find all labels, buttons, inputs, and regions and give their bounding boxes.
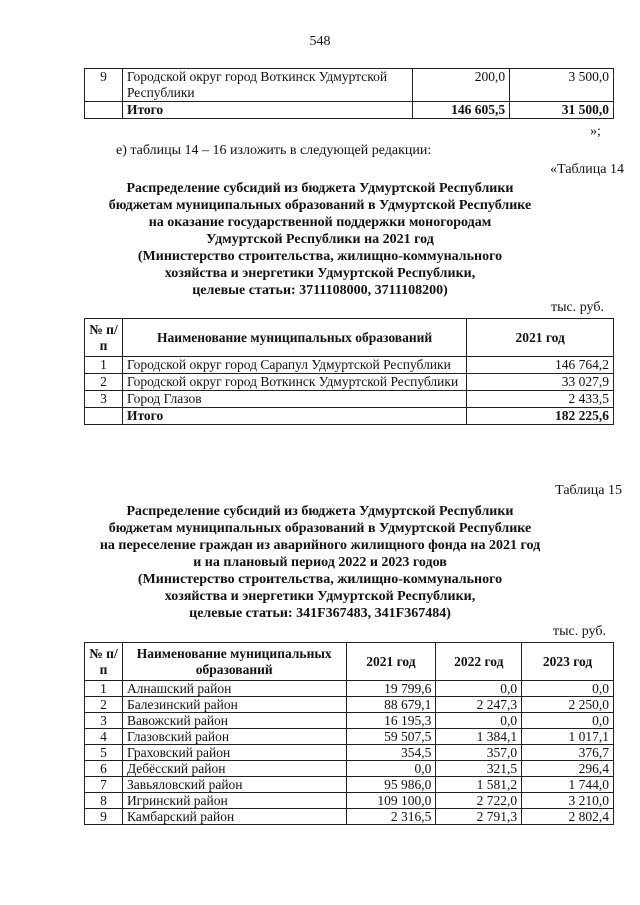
table-row: 6 Дебёсский район 0,0 321,5 296,4 xyxy=(85,761,614,777)
table-row: 9 Камбарский район 2 316,5 2 791,3 2 802,4 xyxy=(85,809,614,825)
row-name: Городской округ город Воткинск Удмуртской Республики xyxy=(122,374,466,391)
table-row xyxy=(85,69,614,102)
table-row: 3 Вавожский район 16 195,3 0,0 0,0 xyxy=(85,713,614,729)
row-name: Город Глазов xyxy=(122,391,466,408)
page-number: 548 xyxy=(309,34,331,49)
table15 xyxy=(84,642,614,825)
total-row xyxy=(85,408,614,425)
row-number: 9 xyxy=(85,69,123,102)
table15-title: Распределение субсидий из бюджета Удмуртской Республики бюджетам муниципальных образований в Удмуртской Республике на переселение граждан из аварийного жилищного фонда на 2021 год и на плановый период 2022 и 2023 годов (Министерство строительства, жилищно-коммунального хозяйства и энергетики Удмуртской Республики, целевые статьи: 341F367483, 341F367484) xyxy=(99,504,541,621)
total-value: 182 225,6 xyxy=(467,408,614,425)
row-value: 146 764,2 xyxy=(467,357,614,374)
table-row: 2 Балезинский район 88 679,1 2 247,3 2 250,0 xyxy=(85,697,614,713)
header-2023: 2023 год xyxy=(522,643,614,681)
table-row: 7 Завьяловский район 95 986,0 1 581,2 1 744,0 xyxy=(85,777,614,793)
header-2021: 2021 год xyxy=(346,643,436,681)
instruction-text: е) таблицы 14 – 16 изложить в следующей редакции: xyxy=(116,143,432,158)
table-row xyxy=(85,391,614,408)
row-name: Городской округ город Воткинск Удмуртской Республики xyxy=(122,69,412,102)
total-value-1: 146 605,5 xyxy=(413,102,510,119)
header-2022: 2022 год xyxy=(436,643,522,681)
table14 xyxy=(84,318,614,425)
total-label: Итого xyxy=(122,408,466,425)
row-value-2: 3 500,0 xyxy=(510,69,614,102)
header-2021: 2021 год xyxy=(467,319,614,357)
table-header xyxy=(85,319,614,357)
table-row: 5 Граховский район 354,5 357,0 376,7 xyxy=(85,745,614,761)
table15-label: Таблица 15 xyxy=(555,483,622,498)
row-value: 33 027,9 xyxy=(467,374,614,391)
table-header xyxy=(85,643,614,681)
table-row xyxy=(85,357,614,374)
row-number: 2 xyxy=(85,374,123,391)
header-name: Наименование муниципальных образований xyxy=(122,643,346,681)
total-row xyxy=(85,102,614,119)
table15-unit: тыс. руб. xyxy=(553,624,606,639)
row-name: Городской округ город Сарапул Удмуртской Республики xyxy=(122,357,466,374)
row-value-1: 200,0 xyxy=(413,69,510,102)
row-number: 1 xyxy=(85,357,123,374)
table-row: 1 Алнашский район 19 799,6 0,0 0,0 xyxy=(85,681,614,697)
total-value-2: 31 500,0 xyxy=(510,102,614,119)
row-number: 3 xyxy=(85,391,123,408)
table-row: 8 Игринский район 109 100,0 2 722,0 3 210,0 xyxy=(85,793,614,809)
header-name: Наименование муниципальных образований xyxy=(122,319,466,357)
row-value: 2 433,5 xyxy=(467,391,614,408)
table-row: 4 Глазовский район 59 507,5 1 384,1 1 017,1 xyxy=(85,729,614,745)
table-row xyxy=(85,374,614,391)
header-number: № п/п xyxy=(85,643,123,681)
header-number: № п/п xyxy=(85,319,123,357)
table14-unit: тыс. руб. xyxy=(551,300,604,315)
closing-quote: »; xyxy=(590,124,601,139)
table14-label: «Таблица 14 xyxy=(550,162,624,177)
total-label: Итого xyxy=(122,102,412,119)
top-table xyxy=(84,68,614,119)
table14-title: Распределение субсидий из бюджета Удмуртской Республики бюджетам муниципальных образований в Удмуртской Республике на оказание государственной поддержки моногородам Удмуртской Республики на 2021 год (Министерство строительства, жилищно-коммунального хозяйства и энергетики Удмуртской Республики, целевые статьи: 3711108000, 3711108200) xyxy=(108,181,532,298)
